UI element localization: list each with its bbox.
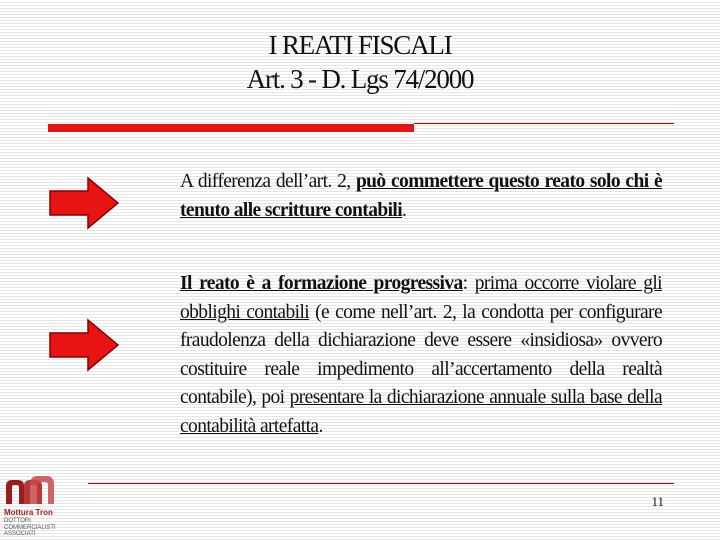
red-arrow-right-icon bbox=[48, 318, 120, 372]
text-segment: (e come nell’art. 2, la condotta per configurare fraudolenza della dichiarazione deve essere «insidiosa» ovvero costituire reale impedimento all’accertamento della realtà contabile), poi bbox=[180, 301, 663, 408]
text-segment: : bbox=[462, 273, 475, 294]
text-segment-underlined: presentare la dichiarazione annuale sulla base della contabilità artefatta bbox=[180, 387, 663, 437]
title-rule bbox=[414, 123, 674, 124]
title-line-2: Art. 3 - D. Lgs 74/2000 bbox=[246, 64, 474, 94]
page-number: 11 bbox=[651, 494, 664, 509]
text-segment: . bbox=[318, 415, 323, 437]
logo-brand-name: Mottura Tron bbox=[4, 508, 53, 517]
text-segment: . bbox=[402, 199, 407, 221]
title-underline-bar bbox=[48, 124, 414, 132]
red-arrow-right-icon bbox=[48, 176, 120, 230]
bullet-paragraph-1 bbox=[180, 168, 662, 225]
logo-subtitle bbox=[4, 518, 64, 538]
text-segment: A differenza dell’art. 2, bbox=[180, 171, 356, 192]
bullet-paragraph-2 bbox=[180, 270, 662, 441]
text-segment-underlined: Il reato è a formazione progressiva bbox=[180, 273, 463, 294]
text-segment-underlined: prima occorre violare gli obblighi contabili bbox=[180, 273, 663, 323]
logo-subtitle-line: COMMERCIALISTI bbox=[4, 524, 56, 531]
logo-subtitle-line: ASSOCIATI bbox=[4, 531, 36, 537]
slide-title bbox=[0, 28, 720, 96]
text-segment-underlined: può commettere questo reato solo chi è tenuto alle scritture contabili bbox=[180, 171, 663, 221]
footer-rule bbox=[88, 483, 674, 484]
title-line-1: I REATI FISCALI bbox=[268, 30, 452, 60]
logo-subtitle-line: DOTTORI bbox=[4, 518, 31, 524]
